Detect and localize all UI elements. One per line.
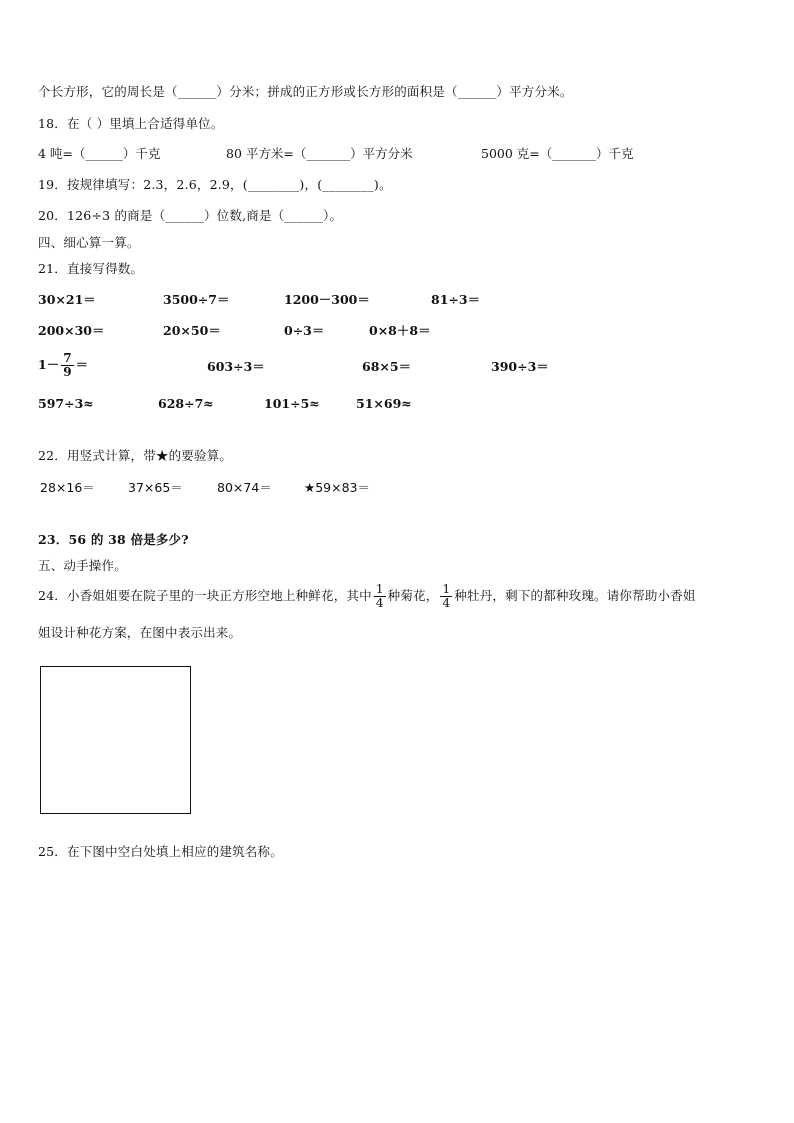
q21-frac-whole: 1－ <box>38 357 60 372</box>
q21-r4-c4: 51×69≈ <box>356 396 412 411</box>
fraction-quarter-2 <box>440 583 452 610</box>
q21-r4-c2: 628÷7≈ <box>158 396 214 411</box>
q21-r2-c4: 0×8＋8＝ <box>369 323 431 338</box>
fraction-denominator: 4 <box>442 596 451 610</box>
q21-r3-c2: 603÷3＝ <box>207 359 265 374</box>
q22-item-4: ★59×83＝ <box>304 480 370 495</box>
q21-r1-c4: 81÷3＝ <box>431 292 481 307</box>
fraction-numerator: 7 <box>63 351 72 365</box>
q21-r2-c3: 0÷3＝ <box>284 323 325 338</box>
question-25: 25．在下图中空白处填上相应的建筑名称。 <box>38 844 283 859</box>
q21-frac-eq: ＝ <box>75 357 89 372</box>
section-4-title: 四、细心算一算。 <box>38 235 140 250</box>
question-21: 21．直接写得数。 <box>38 261 144 276</box>
question-18: 18．在（ ）里填上合适得单位。 <box>38 116 224 131</box>
fraction-denominator: 4 <box>375 596 384 610</box>
q22-item-1: 28×16＝ <box>40 480 95 495</box>
q18-item-3: 5000 克=（_______）千克 <box>481 146 634 161</box>
line-perimeter-area: 个长方形，它的周长是（______）分米；拼成的正方形或长方形的面积是（______）平方分米。 <box>38 84 573 99</box>
q21-r4-c1: 597÷3≈ <box>38 396 94 411</box>
fraction <box>61 352 73 379</box>
q22-item-2: 37×65＝ <box>128 480 183 495</box>
q22-item-3: 80×74＝ <box>217 480 272 495</box>
fraction-quarter-1 <box>374 583 386 610</box>
q21-r1-c2: 3500÷7＝ <box>163 292 230 307</box>
fraction-numerator: 1 <box>442 582 451 596</box>
question-23: 23．56 的 38 倍是多少? <box>38 532 189 547</box>
q21-r2-c1: 200×30＝ <box>38 323 105 338</box>
q21-r1-c3: 1200－300＝ <box>284 292 370 307</box>
square-garden-box <box>40 666 191 814</box>
q21-r3-c1 <box>38 352 88 379</box>
q24-text-c: 种牡丹，剩下的都种玫瑰。请你帮助小香姐 <box>454 588 696 603</box>
q21-r3-c3: 68×5＝ <box>362 359 412 374</box>
q21-r1-c1: 30×21＝ <box>38 292 96 307</box>
fraction-numerator: 1 <box>375 582 384 596</box>
q18-item-2: 80 平方米=（_______）平方分米 <box>226 146 413 161</box>
q21-r3-c4: 390÷3＝ <box>491 359 549 374</box>
question-24 <box>38 577 696 615</box>
fraction-denominator: 9 <box>63 365 72 379</box>
q18-item-1: 4 吨=（______）千克 <box>38 146 161 161</box>
section-5-title: 五、动手操作。 <box>38 558 127 573</box>
q21-r2-c2: 20×50＝ <box>163 323 221 338</box>
question-20: 20．126÷3 的商是（______）位数,商是（______）。 <box>38 208 343 223</box>
q24-text-b: 种菊花， <box>387 588 439 603</box>
q21-r4-c3: 101÷5≈ <box>264 396 320 411</box>
question-22: 22．用竖式计算，带★的要验算。 <box>38 448 233 463</box>
question-24-cont: 姐设计种花方案，在图中表示出来。 <box>38 625 242 640</box>
question-19: 19．按规律填写：2.3，2.6，2.9，(________)，(________)。 <box>38 177 392 192</box>
q24-text-a: 24．小香姐姐要在院子里的一块正方形空地上种鲜花，其中 <box>38 588 372 603</box>
